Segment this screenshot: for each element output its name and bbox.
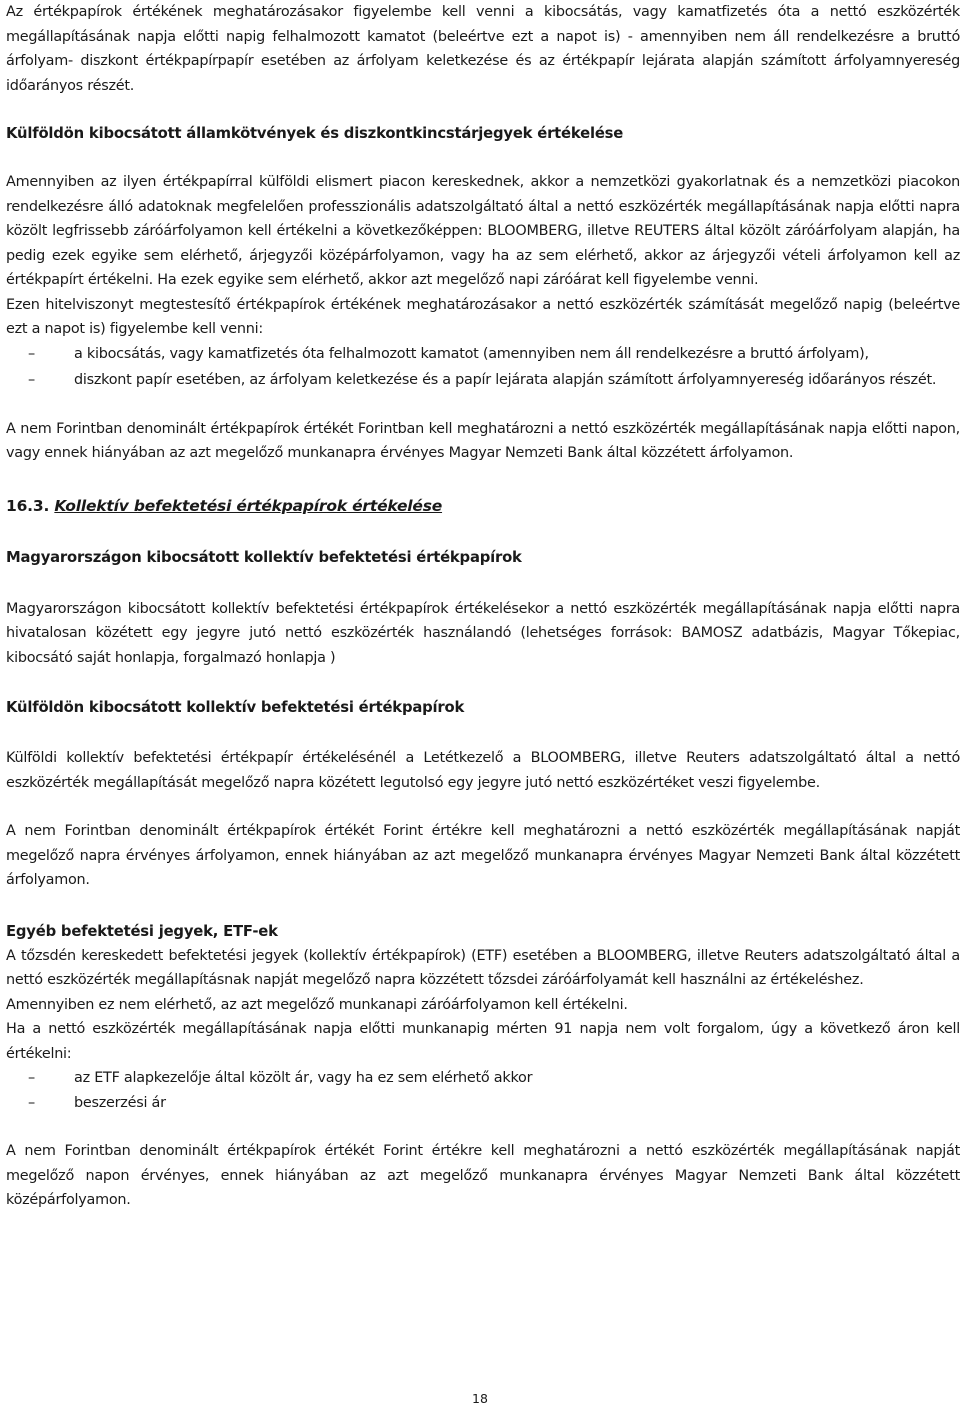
dash-marker: – <box>28 345 35 362</box>
page-number: 18 <box>472 1391 488 1406</box>
list-item: – beszerzési ár <box>6 1091 960 1116</box>
list-item: – diszkont papír esetében, az árfolyam keletkezése és a papír lejárata alapján számított árfolyamnyereség időarányos részét. <box>6 368 960 393</box>
dash-marker: – <box>28 1094 35 1111</box>
foreign-gov-list <box>6 342 960 393</box>
document-page <box>6 0 960 1213</box>
etf-paragraph-4: A nem Forintban denominált értékpapírok értékét Forint értékre kell meghatározni a nettó eszközérték megállapításának napját megelőző napon érvényes, ennek hiányában az azt megelőző munkanapra érvényes Magyar Nemzeti Bank által közzétett középárfolyamon. <box>6 1143 960 1208</box>
section-title: Kollektív befektetési értékpapírok értékelése <box>54 496 443 515</box>
etf-paragraph-1: A tőzsdén kereskedett befektetési jegyek (kollektív értékpapírok) (ETF) esetében a BLOOMBERG, illetve Reuters adatszolgáltató által a nettó eszközérték megállapításnak napját megelőző napra közzétett tőzsdei záróárfolyamát kell használni az értékeléshez. <box>6 947 960 988</box>
etf-paragraph-3: Ha a nettó eszközérték megállapításának napja előtti munkanapig mérten 91 napja nem volt forgalom, úgy a következő áron kell értékelni: <box>6 1021 960 1062</box>
heading-foreign-government-bonds: Külföldön kibocsátott államkötvények és diszkontkincstárjegyek értékelése <box>6 125 624 142</box>
list-item: – az ETF alapkezelője által közölt ár, vagy ha ez sem elérhető akkor <box>6 1066 960 1091</box>
section-number: 16.3. <box>6 496 50 515</box>
foreign-gov-paragraph-3: A nem Forintban denominált értékpapírok értékét Forintban kell meghatározni a nettó eszközérték megállapításának napja előtti napon, vagy ennek hiányában az azt megelőző munkanapra érvényes Magyar Nemzeti Bank által közzétett árfolyamon. <box>6 420 960 461</box>
section-heading-16-3 <box>6 494 960 518</box>
foreign-gov-paragraph-1: Amennyiben az ilyen értékpapírral külföldi elismert piacon kereskednek, akkor a nemzetközi gyakorlatnak és a nemzetközi piacokon rendelkezésre álló adatoknak megfelelően professzionális adatszolgáltató által a nettó eszközérték megállapításának napja előtti napra közölt legfrissebb záróárfolyamon kell értékelni a következőképpen: BLOOMBERG, illetve REUTERS által közölt záróárfolyam alapján, ha pedig ezek egyike sem elérhető, árjegyzői középárfolyamon, vagy ha az sem elérhető, akkor az árjegyzői vételi árfolyamon kell az értékpapírt értékelni. Ha ezek egyike sem elérhető, akkor azt megelőző napi záróárat kell figyelembe venni. <box>6 174 960 288</box>
heading-foreign-funds: Külföldön kibocsátott kollektív befektetési értékpapírok <box>6 699 465 716</box>
dash-marker: – <box>28 1070 35 1086</box>
intro-paragraph: Az értékpapírok értékének meghatározásakor figyelembe kell venni a kibocsátás, vagy kamatfizetés óta a nettó eszközérték megállapításának napja előtti napig felhalmozott kamatot (beleértve ezt a napot is) - amennyiben nem áll rendelkezésre a bruttó árfolyam- diszkont értékpapírpapír esetében az árfolyam keletkezése és az értékpapír lejárata alapján számított árfolyamnyereség időarányos részét. <box>6 4 960 94</box>
heading-hungarian-funds: Magyarországon kibocsátott kollektív befektetési értékpapírok <box>6 548 522 566</box>
dash-marker: – <box>28 372 35 388</box>
etf-paragraph-2: Amennyiben ez nem elérhető, az azt megelőző munkanapi záróárfolyamon kell értékelni. <box>6 996 628 1013</box>
heading-etf: Egyéb befektetési jegyek, ETF-ek <box>6 922 278 940</box>
hungarian-funds-paragraph: Magyarországon kibocsátott kollektív befektetési értékpapírok értékelésekor a nettó eszközérték megállapításának napja előtti napra hivatalosan közétett egy jegyre jutó nettó eszközérték használandó (lehetséges források: BAMOSZ adatbázis, Magyar Tőkepiac, kibocsátó saját honlapja, forgalmazó honlapja ) <box>6 600 960 666</box>
foreign-gov-paragraph-2: Ezen hitelviszonyt megtestesítő értékpapírok értékének meghatározásakor a nettó eszközérték számítását megelőző napig (beleértve ezt a napot is) figyelembe kell venni: <box>6 296 960 337</box>
foreign-funds-paragraph-2: A nem Forintban denominált értékpapírok értékét Forint értékre kell meghatározni a nettó eszközérték megállapításának napját megelőző napra érvényes árfolyamon, ennek hiányában az azt megelőző munkanapra érvényes Magyar Nemzeti Bank által közzétett árfolyamon. <box>6 823 960 888</box>
list-item: – a kibocsátás, vagy kamatfizetés óta felhalmozott kamatot (amennyiben nem áll rendelkezésre a bruttó árfolyam), <box>6 342 960 367</box>
foreign-funds-paragraph-1: Külföldi kollektív befektetési értékpapír értékelésénél a Letétkezelő a BLOOMBERG, illetve Reuters adatszolgáltató által a nettó eszközérték megállapítását megelőző napra közétett legutolsó egy jegyre jutó nettó eszközértéket veszi figyelembe. <box>6 750 960 791</box>
etf-list <box>6 1066 960 1115</box>
